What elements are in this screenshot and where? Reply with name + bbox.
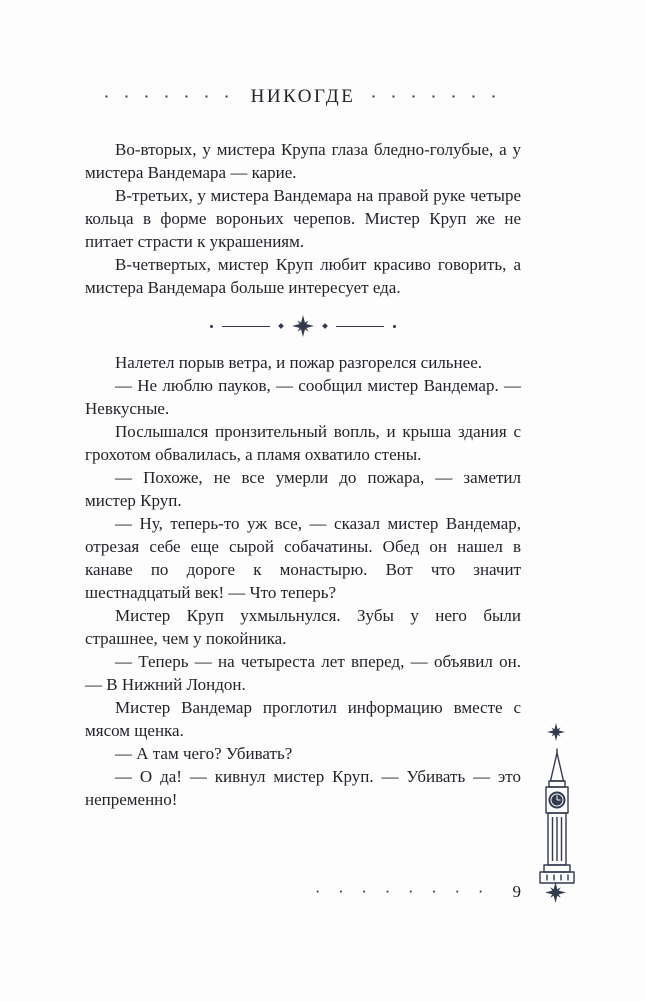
paragraph: В-третьих, у мистера Вандемара на правой руке четыре кольца в форме вороньих черепов. Мистер Круп же не питает страсти к украшениям. [85,186,521,251]
divider-diamond-icon [322,323,328,329]
running-header [85,86,521,108]
paragraph: Мистер Вандемар проглотил информацию вместе с мясом щенка. [85,698,521,740]
page-number: 9 [512,882,521,901]
paragraph: — Похоже, не все умерли до пожара, — заметил мистер Круп. [85,468,521,510]
paragraph: — О да! — кивнул мистер Круп. — Убивать — это непременно! [85,767,521,809]
divider-diamond-icon [278,323,284,329]
paragraph: Послышался пронзительный вопль, и крыша здания с грохотом обвалилась, а пламя охватило стены. [85,422,521,464]
paragraph: Налетел порыв ветра, и пожар разгорелся сильнее. [115,353,482,372]
section-after-break [85,351,521,811]
divider-line [336,326,384,327]
section-before-break [85,138,521,299]
scene-break-divider [85,314,521,338]
text-column [85,86,521,811]
header-ornament-left-icon: · · · · · · · [104,89,235,103]
page-title: НИКОГДЕ [250,86,356,107]
corner-star-bottom-icon [545,882,566,903]
paragraph: В-четвертых, мистер Круп любит красиво говорить, а мистера Вандемара больше интересует еда. [85,255,521,297]
footer-ornament-icon: · · · · · · · · [315,886,491,898]
divider-line [222,326,270,327]
paragraph: Во-вторых, у мистера Крупа глаза бледно-голубые, а у мистера Вандемара — карие. [85,140,521,182]
header-ornament-right-icon: · · · · · · · [371,89,502,103]
divider-star-icon [292,315,314,337]
paragraph: — А там чего? Убивать? [115,744,293,763]
corner-star-top-icon [547,723,565,741]
divider-dot-icon [393,325,396,328]
paragraph: — Ну, теперь-то уж все, — сказал мистер Вандемар, отрезая себе еще сырой собачатины. Обед он нашел в канаве по дороге к монастырю. Вот что значит шестнадцатый век! — Что теперь? [85,514,521,602]
paragraph: Мистер Круп ухмыльнулся. Зубы у него были страшнее, чем у покойника. [85,606,521,648]
paragraph: — Не люблю пауков, — сообщил мистер Вандемар. — Невкусные. [85,376,521,418]
big-ben-tower-illustration [535,747,579,890]
page-footer [85,882,521,902]
paragraph: — Теперь — на четыреста лет вперед, — объявил он. — В Нижний Лондон. [85,652,521,694]
divider-dot-icon [210,325,213,328]
